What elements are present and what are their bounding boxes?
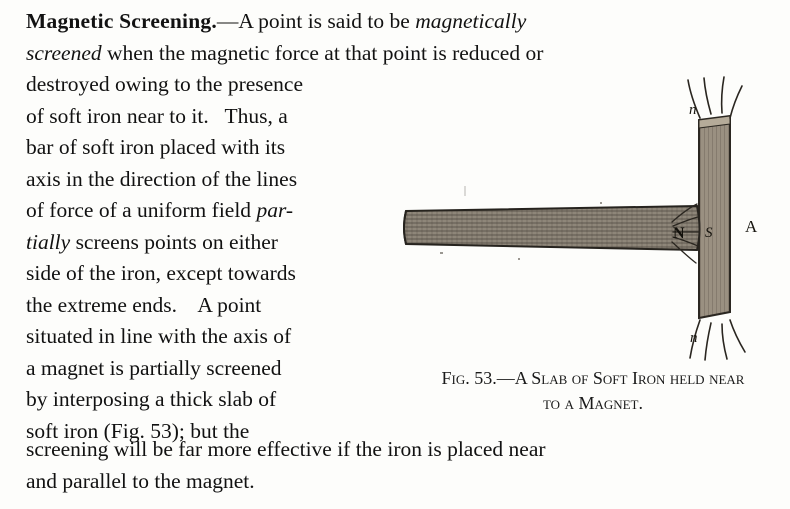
paragraph-opening	[26, 6, 766, 69]
label-magnet-pole: N	[673, 225, 685, 242]
paragraph-line: and parallel to the magnet.	[26, 468, 255, 493]
figure-caption-line-1: Fig. 53.—A Slab of Soft Iron held near	[441, 368, 745, 388]
italic-word-magnetically: magnetically	[415, 9, 527, 33]
column-line: soft iron (Fig. 53); but the	[26, 418, 250, 443]
paragraph-text: when the magnetic force at that point is reduced or	[101, 40, 544, 65]
column-line: destroyed owing to the presence	[26, 72, 304, 96]
italic-word-par: par-	[256, 198, 294, 222]
figure-53	[400, 74, 776, 413]
run-in-heading: Magnetic Screening.	[26, 9, 217, 33]
italic-word-tially: tially	[26, 229, 71, 254]
column-line: side of the iron, except towards	[26, 261, 296, 285]
paragraph-column-left	[26, 69, 406, 447]
column-line: situated in line with the axis of	[26, 324, 292, 348]
label-bottom-pole: n	[690, 330, 698, 346]
italic-word-screened: screened	[26, 40, 102, 65]
paragraph-line	[26, 38, 766, 70]
column-line: a magnet is partially screened	[26, 355, 282, 380]
column-line	[26, 227, 406, 259]
column-line: axis in the direction of the lines	[26, 166, 298, 191]
label-top-pole: n	[689, 102, 697, 118]
bar-magnet	[404, 206, 700, 250]
figure-illustration	[400, 74, 776, 374]
column-line: of soft iron near to it. Thus, a	[26, 103, 288, 128]
field-lines-bottom	[690, 320, 745, 360]
column-line: the extreme ends. A point	[26, 292, 262, 317]
column-line: by interposing a thick slab of	[26, 387, 277, 411]
paragraph-text: —A point is said to be	[216, 9, 416, 33]
label-slab-right: A	[745, 217, 758, 236]
column-text: screens points on either	[70, 229, 278, 254]
column-line: bar of soft iron placed with its	[26, 135, 286, 159]
label-slab-pole: S	[705, 225, 713, 241]
column-line	[26, 195, 406, 227]
paragraph-line: screening will be far more effective if the iron is placed near	[26, 437, 546, 461]
figure-caption-line-2: to a Magnet.	[542, 393, 644, 413]
soft-iron-slab	[699, 116, 730, 318]
paragraph-line	[26, 6, 766, 38]
figure-caption	[420, 366, 766, 416]
paragraph-closing	[26, 434, 766, 497]
column-text: of force of a uniform field	[26, 198, 257, 222]
